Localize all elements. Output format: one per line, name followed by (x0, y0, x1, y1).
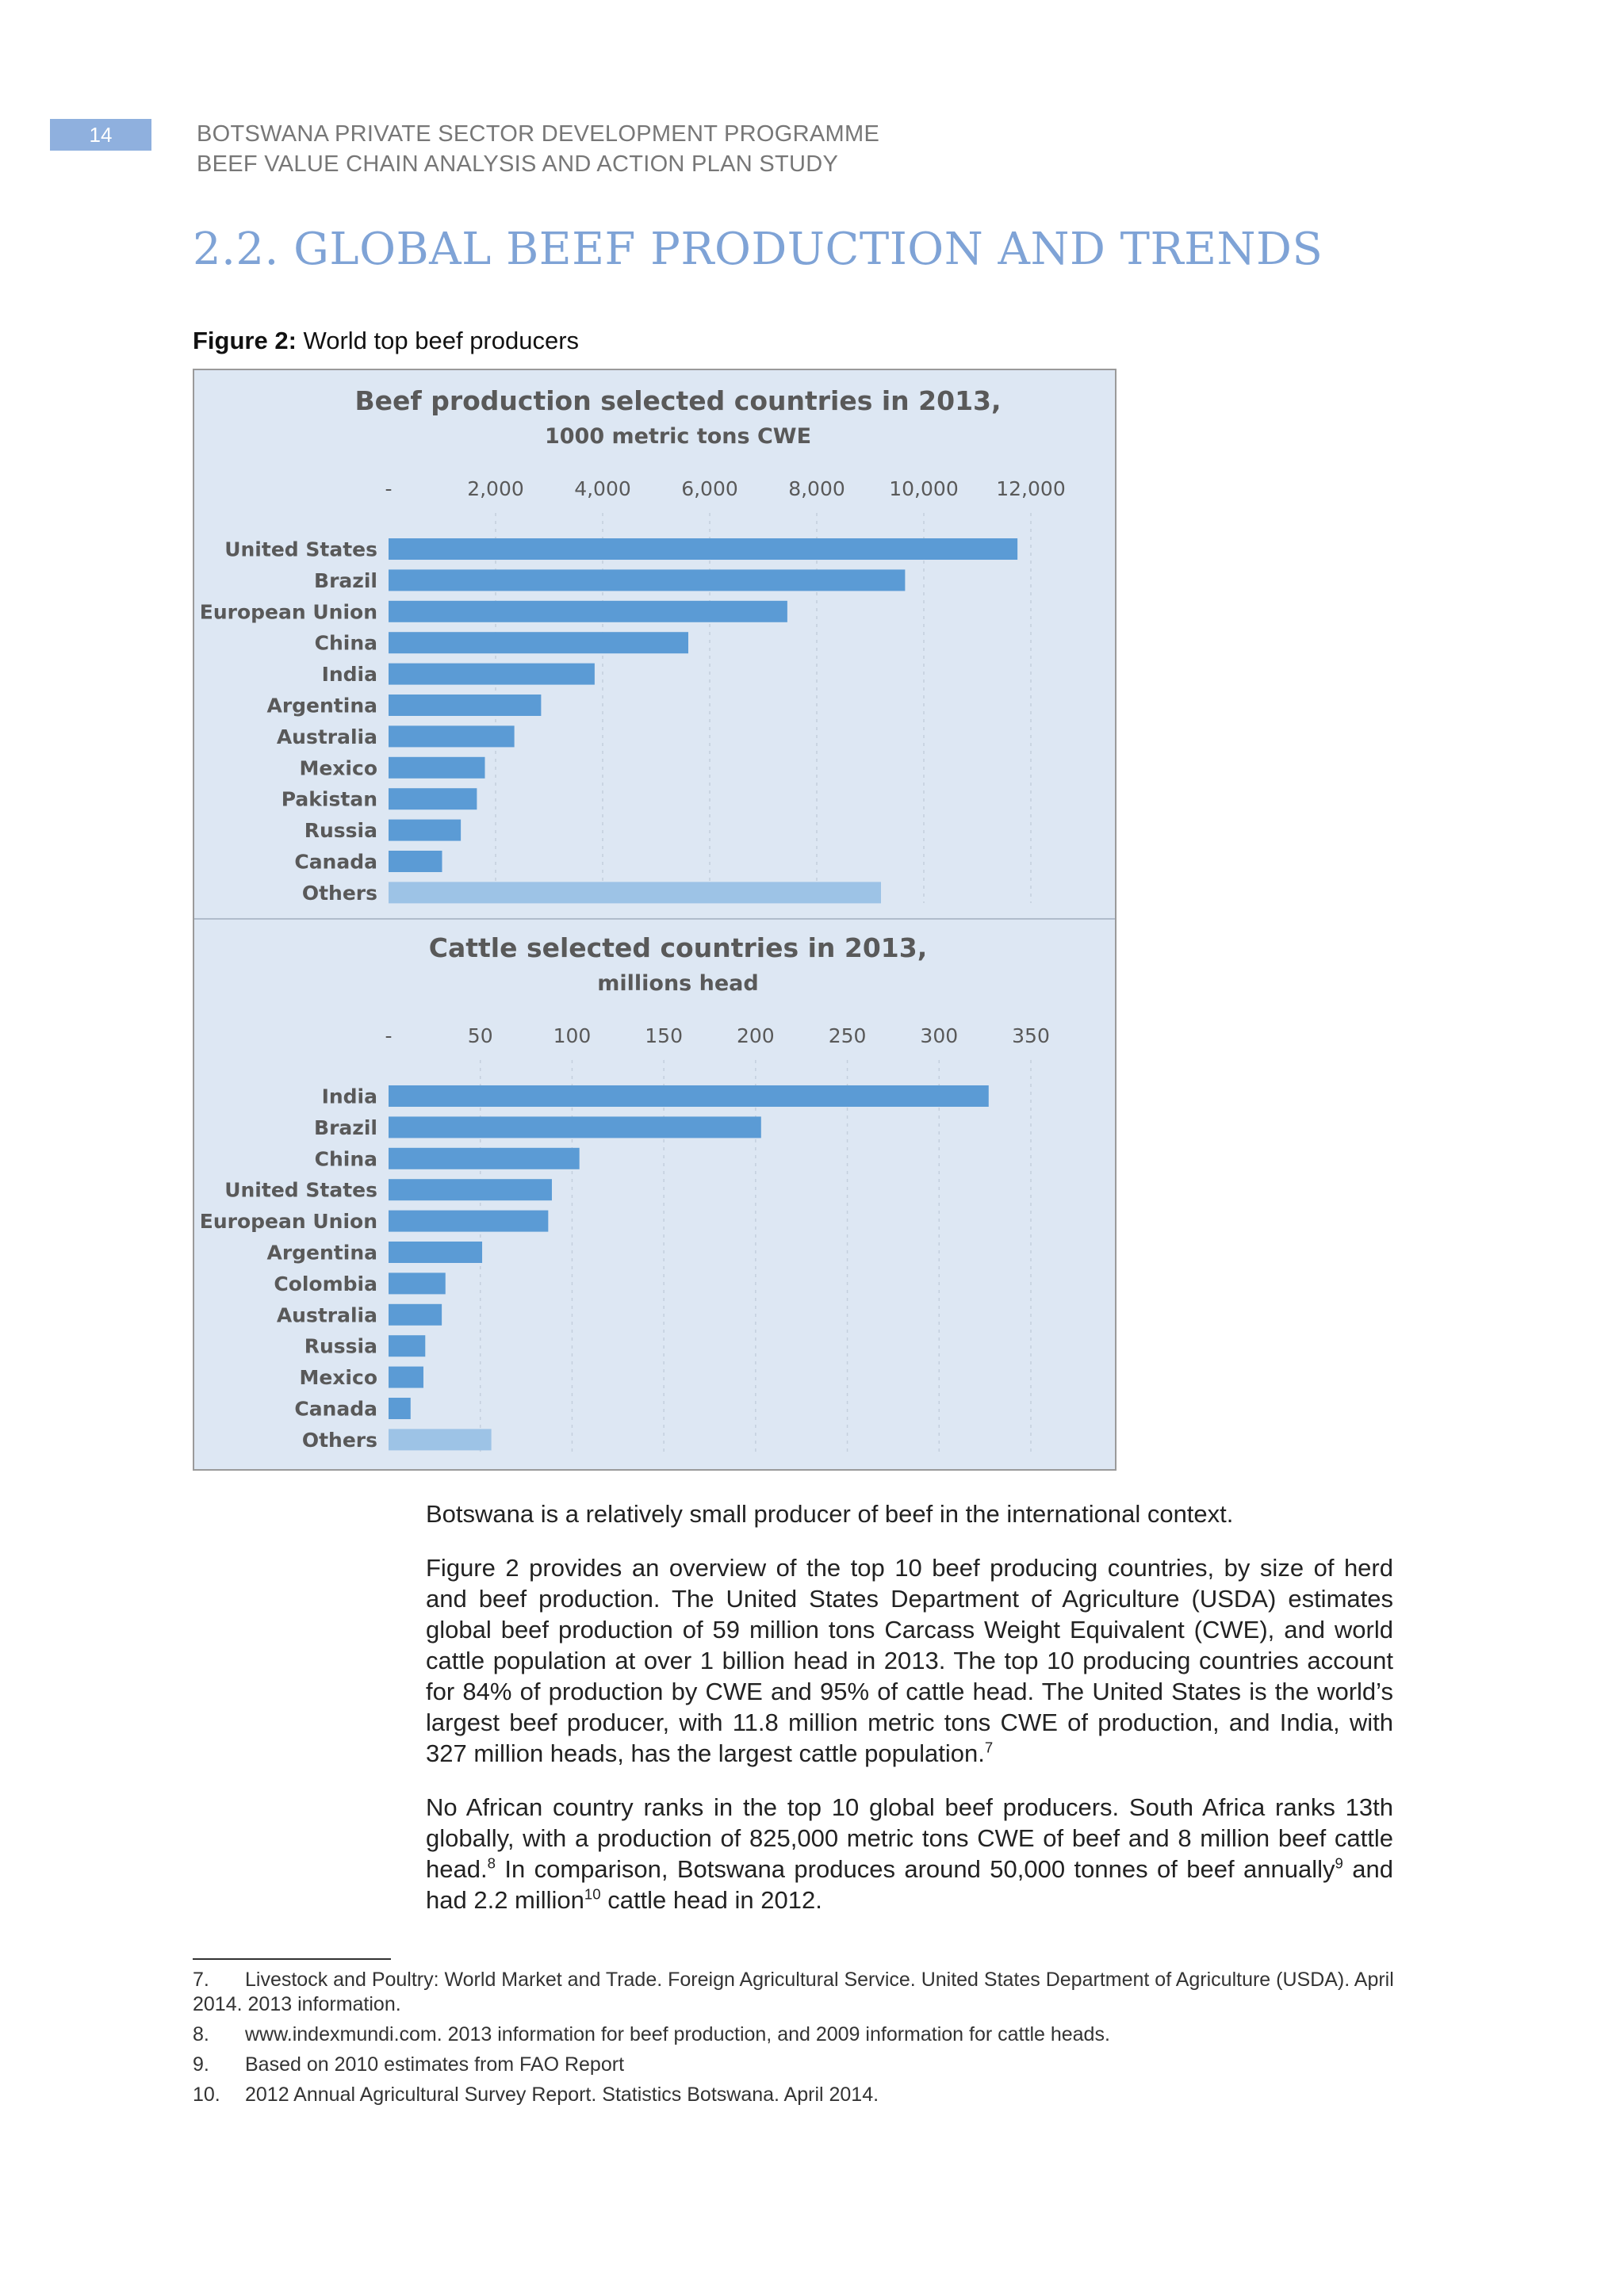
bar (389, 882, 881, 903)
bar (389, 1304, 442, 1326)
figure-chart-panel (193, 369, 1116, 1471)
bar (389, 1335, 425, 1357)
paragraph-1: Botswana is a relatively small producer of beef in the international context. (426, 1500, 1234, 1528)
bar (389, 664, 595, 685)
footnotes (193, 1968, 1394, 2113)
bar (389, 1242, 482, 1263)
footnote-text: www.indexmundi.com. 2013 information for beef production, and 2009 information for cattle heads. (245, 2023, 1110, 2045)
tick-label: 150 (645, 1024, 684, 1047)
footnote-text: Livestock and Poultry: World Market and Trade. Foreign Agricultural Service. United States Department of Agriculture (USDA). April 2014. 2013 information. (193, 1969, 1394, 2015)
tick-label: 250 (828, 1024, 867, 1047)
category-label: United States (224, 1178, 377, 1202)
bar (389, 601, 787, 622)
bar (389, 1085, 989, 1107)
category-label: India (321, 663, 377, 687)
chart-title: Cattle selected countries in 2013, (428, 932, 928, 963)
category-label: Others (301, 881, 377, 905)
category-label: Australia (276, 725, 377, 748)
bar (389, 1211, 548, 1232)
bar (389, 820, 461, 841)
tick-label: 50 (467, 1024, 493, 1047)
body-text (426, 1498, 1393, 1938)
footnote-10 (193, 2083, 1394, 2107)
category-label: Argentina (266, 1241, 377, 1265)
bar (389, 757, 485, 779)
figure-caption (193, 325, 579, 357)
footnote-number: 10. (193, 2084, 220, 2106)
header-line-1: BOTSWANA PRIVATE SECTOR DEVELOPMENT PROGRAMME (197, 121, 880, 147)
category-label: Argentina (266, 694, 377, 718)
footnote-ref-10: 10 (584, 1885, 601, 1903)
bar (389, 695, 541, 716)
paragraph-3-text-c: and had 2.2 million (426, 1855, 1393, 1914)
footnote-ref-8: 8 (487, 1854, 496, 1872)
footnote-text: Based on 2010 estimates from FAO Report (245, 2053, 625, 2076)
page-number: 14 (50, 119, 151, 151)
paragraph-3-text-a: No African country ranks in the top 10 global beef producers. South Africa ranks 13th globally, with a production of 825,000 metric tons CWE of beef and 8 million beef cattle head. (426, 1793, 1393, 1883)
category-label: Russia (304, 1334, 377, 1358)
category-label: European Union (199, 600, 377, 624)
footnote-7 (193, 1968, 1394, 2017)
category-label: Australia (276, 1303, 377, 1327)
tick-label: 6,000 (681, 477, 738, 500)
footnote-number: 9. (193, 2053, 209, 2076)
category-label: Others (301, 1428, 377, 1452)
tick-label: 350 (1012, 1024, 1050, 1047)
bar (389, 1148, 580, 1169)
footnote-number: 8. (193, 2023, 209, 2045)
tick-label: 100 (553, 1024, 592, 1047)
category-label: Canada (294, 1397, 377, 1421)
footnote-divider (193, 1958, 391, 1960)
bar (389, 1116, 761, 1138)
paragraph-3-text-b: In comparison, Botswana produces around 50,000 tonnes of beef annually (495, 1855, 1335, 1883)
category-label: Canada (294, 850, 377, 874)
bar (389, 1429, 492, 1450)
bar (389, 788, 477, 809)
bar (389, 569, 905, 591)
header-line-2: BEEF VALUE CHAIN ANALYSIS AND ACTION PLAN STUDY (197, 151, 839, 177)
tick-label: 300 (920, 1024, 959, 1047)
figure-title: World top beef producers (303, 327, 580, 354)
tick-label: 10,000 (889, 477, 959, 500)
category-label: Brazil (314, 1115, 377, 1139)
category-label: United States (224, 538, 377, 561)
category-label: Pakistan (281, 787, 377, 811)
category-label: Colombia (274, 1272, 377, 1295)
footnote-9 (193, 2053, 1394, 2077)
running-header (197, 119, 879, 179)
tick-label: 4,000 (574, 477, 631, 500)
paragraph-2 (426, 1552, 1393, 1769)
category-label: Russia (304, 819, 377, 843)
category-label: China (314, 631, 377, 655)
chart-title: Beef production selected countries in 2013, (354, 385, 1002, 416)
figure-label: Figure 2: (193, 327, 297, 354)
footnote-text: 2012 Annual Agricultural Survey Report. Statistics Botswana. April 2014. (245, 2084, 879, 2106)
bar (389, 1179, 552, 1200)
bar (389, 1398, 411, 1419)
tick-label: 8,000 (788, 477, 845, 500)
chart-subtitle: 1000 metric tons CWE (544, 424, 812, 449)
chart-subtitle: millions head (597, 971, 759, 996)
section-title: 2.2. GLOBAL BEEF PRODUCTION AND TRENDS (193, 224, 1323, 275)
bar (389, 538, 1017, 560)
tick-label: - (385, 1024, 393, 1047)
paragraph-3 (426, 1792, 1393, 1915)
category-label: India (321, 1085, 377, 1108)
paragraph-2-text: Figure 2 provides an overview of the top 10 beef producing countries, by size of herd and beef production. The United States Department of Agriculture (USDA) estimates global beef production of 59 million tons Carcass Weight Equivalent (CWE), and world cattle population at over 1 billion head in 2013. The top 10 producing countries account for 84% of production by CWE and 95% of cattle head. The United States is the world’s largest beef producer, with 11.8 million metric tons CWE of production, and India, with 327 million heads, has the largest cattle population. (426, 1554, 1393, 1767)
tick-label: - (385, 477, 393, 500)
bar (389, 1367, 423, 1388)
footnote-ref-7: 7 (984, 1739, 994, 1756)
category-label: Brazil (314, 568, 377, 592)
bar (389, 851, 442, 872)
category-label: China (314, 1147, 377, 1171)
paragraph-3-text-d: cattle head in 2012. (600, 1886, 822, 1914)
category-label: European Union (199, 1210, 377, 1234)
category-label: Mexico (299, 756, 377, 780)
footnote-ref-9: 9 (1335, 1854, 1343, 1872)
tick-label: 200 (736, 1024, 775, 1047)
footnote-8 (193, 2022, 1394, 2047)
tick-label: 2,000 (467, 477, 524, 500)
bar (389, 632, 688, 653)
bar (389, 725, 515, 747)
footnote-number: 7. (193, 1969, 209, 1991)
category-label: Mexico (299, 1366, 377, 1390)
charts-svg (194, 370, 1115, 1469)
bar (389, 1272, 446, 1294)
tick-label: 12,000 (996, 477, 1066, 500)
